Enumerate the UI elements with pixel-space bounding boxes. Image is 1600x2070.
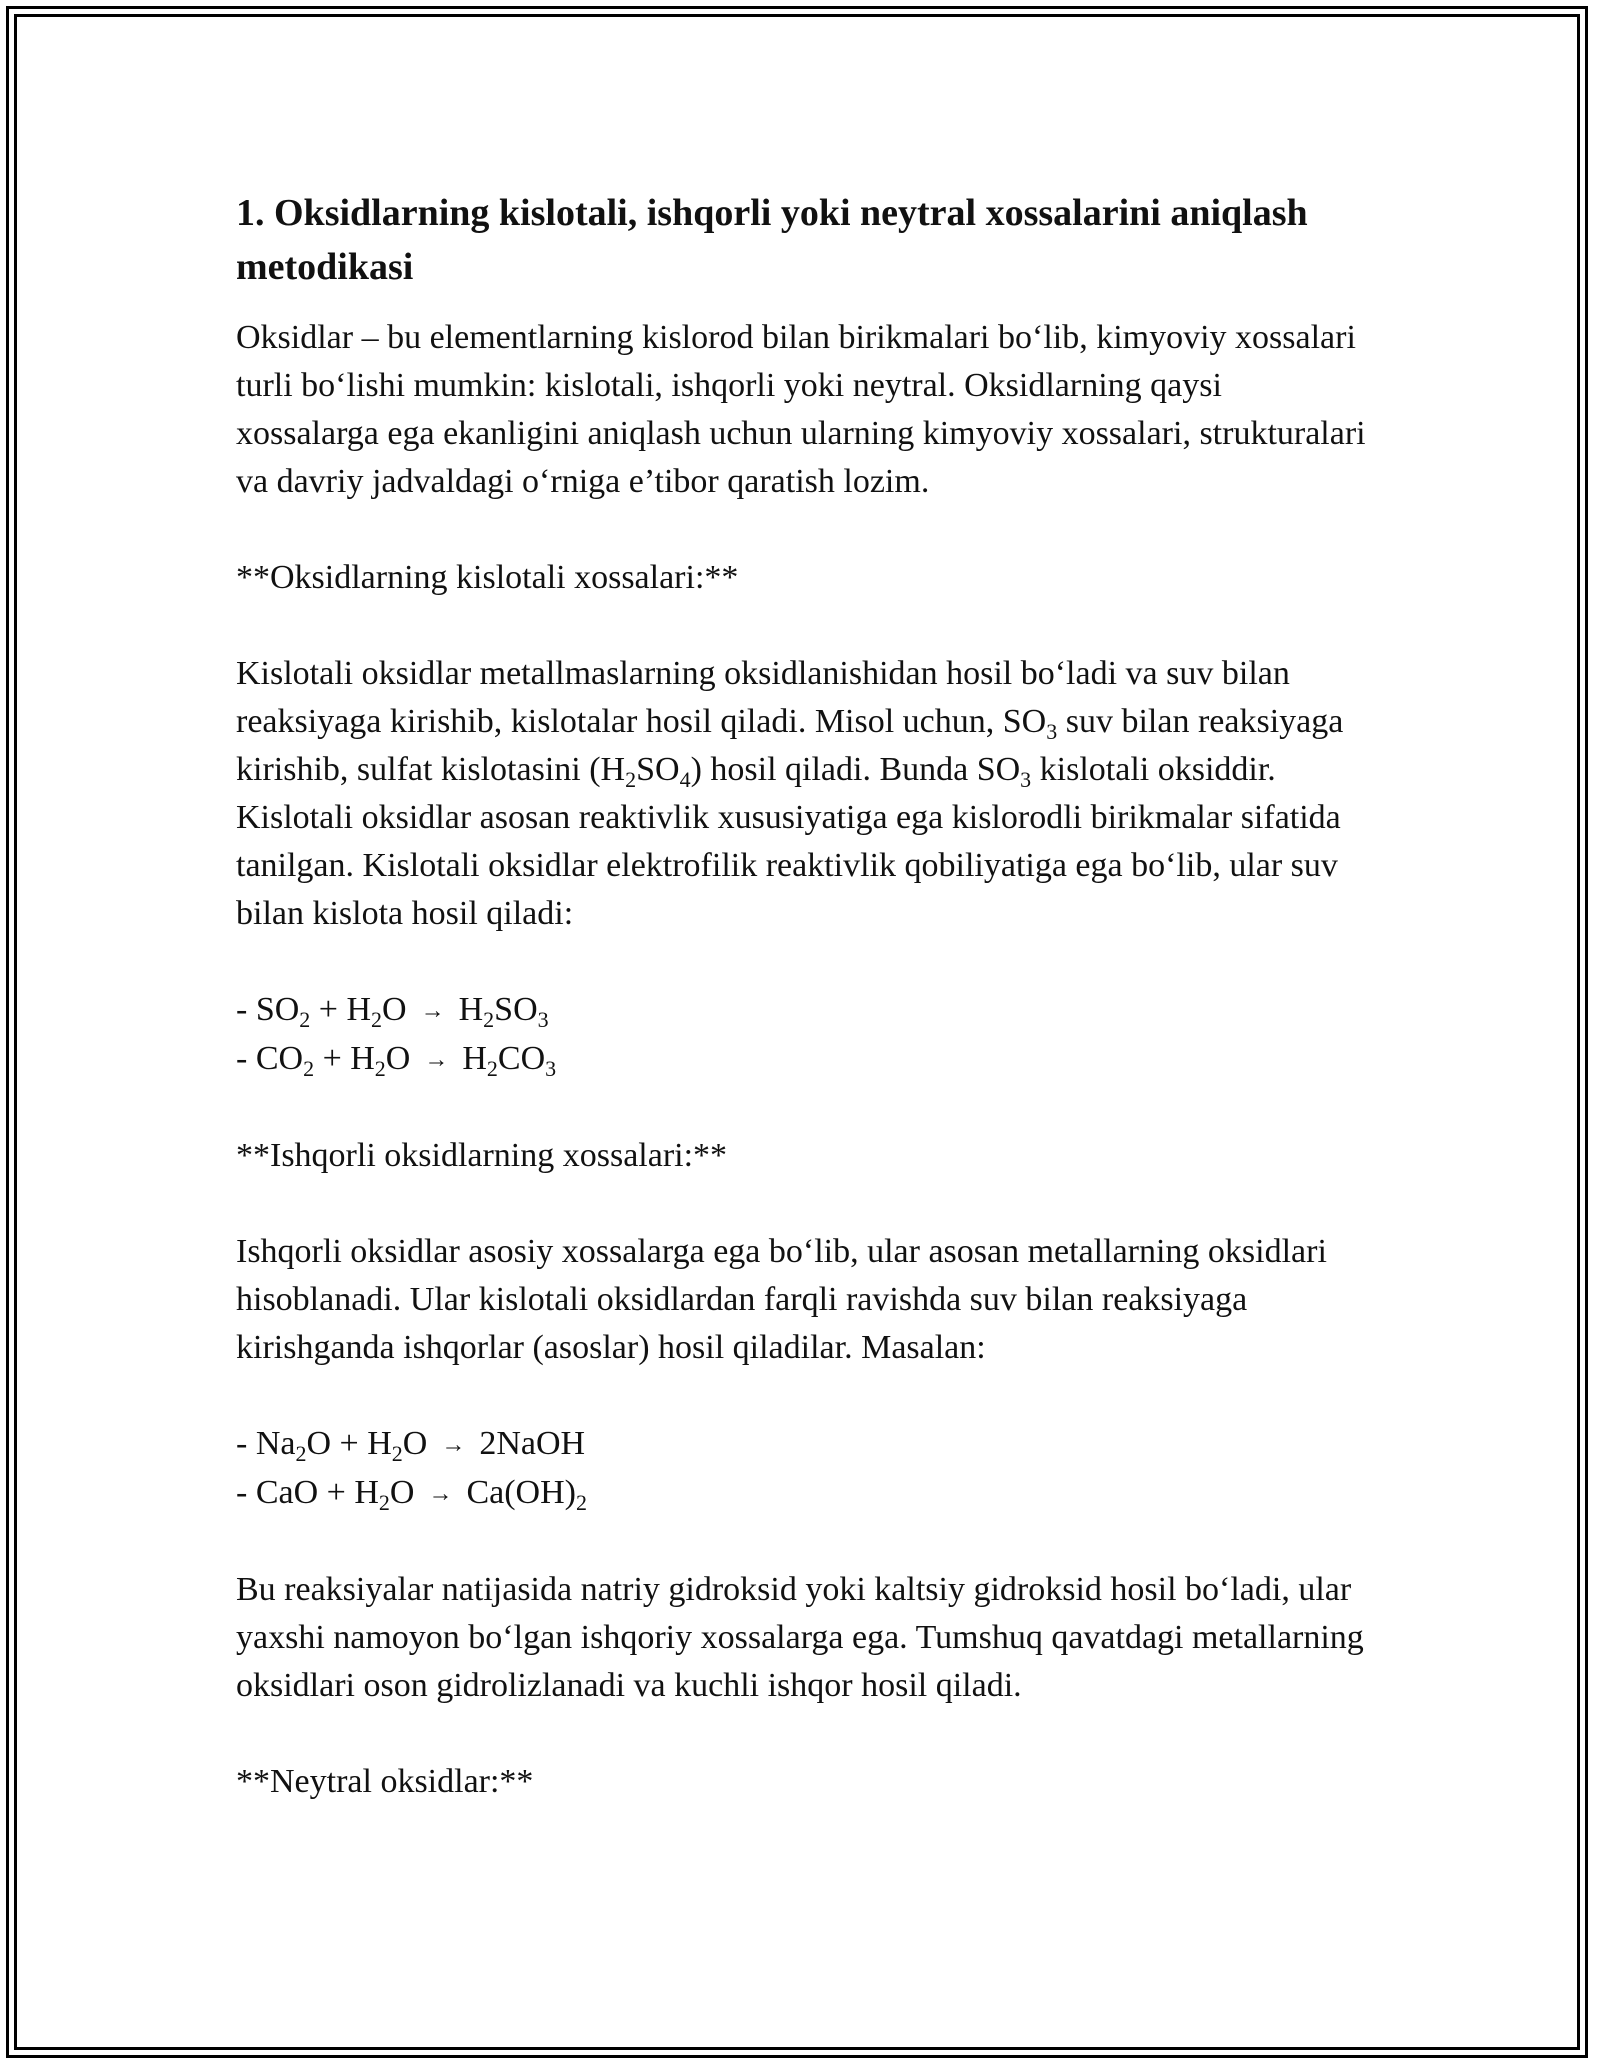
text-run: H [462, 1040, 487, 1077]
arrow-icon: → [428, 1481, 453, 1507]
subscript: 3 [1020, 767, 1032, 792]
text-run: Kislotali oksidlar metallmaslarning oksidlanishidan hosil bo‘ladi va suv bilan reaksiyaga kirishib, kislotalar hosil qiladi. Misol uchun, SO [236, 655, 1290, 740]
text-run: 2NaOH [479, 1425, 586, 1462]
subscript: 2 [371, 1007, 383, 1032]
text-run: kislotali oksiddir. Kislotali oksidlar asosan reaktivlik xususiyatiga ega kislorodli birikmalar sifatida tanilgan. Kislotali oksidlar elektrofilik reaktivlik qobiliyatiga ega bo‘lib, ular suv bilan kislota hosil qiladi: [236, 751, 1341, 932]
text-run: SO [636, 751, 680, 788]
arrow-icon: → [424, 1047, 449, 1073]
result-paragraph: Bu reaksiyalar natijasida natriy gidroksid yoki kaltsiy gidroksid hosil bo‘ladi, ular yaxshi namoyon bo‘lgan ishqoriy xossalarga ega. Tumshuq qavatdagi metallarning oksidlari oson gidrolizlanadi va kuchli ishqor hosil qiladi. [236, 1571, 1364, 1704]
subscript: 2 [295, 1441, 307, 1466]
equation-co2 [236, 1035, 1366, 1084]
text-run: - Na [236, 1425, 296, 1462]
neutral-oxides-heading: **Neytral oksidlar:** [236, 1763, 534, 1800]
section-title: 1. Oksidlarning kislotali, ishqorli yoki neytral xossalarini aniqlash metodikasi [236, 192, 1308, 288]
text-run: H [458, 991, 484, 1028]
subscript: 2 [625, 767, 637, 792]
basic-oxides-heading: **Ishqorli oksidlarning xossalari:** [236, 1137, 728, 1174]
equation-so2 [236, 986, 1366, 1035]
basic-oxides-paragraph: Ishqorli oksidlar asosiy xossalarga ega bo‘lib, ular asosan metallarning oksidlari hisoblanadi. Ular kislotali oksidlardan farqli ravishda suv bilan reaksiyaga kirishganda ishqorlar (asoslar) hosil qiladilar. Masalan: [236, 1233, 1327, 1366]
equation-na2o [236, 1420, 1366, 1469]
subscript: 2 [483, 1007, 495, 1032]
text-run: CO [497, 1040, 546, 1077]
subscript: 2 [378, 1490, 390, 1515]
text-run: suv bilan reaksiyaga kirishib, sulfat kislotasini (H [236, 703, 1344, 788]
subscript: 2 [299, 1007, 311, 1032]
document-body [236, 186, 1366, 1806]
text-run: SO [494, 991, 538, 1028]
arrow-icon: → [441, 1432, 466, 1458]
intro-paragraph: Oksidlar – bu elementlarning kislorod bilan birikmalari bo‘lib, kimyoviy xossalari turli bo‘lishi mumkin: kislotali, ishqorli yoki neytral. Oksidlarning qaysi xossalarga ega ekanligini aniqlash uchun ularning kimyoviy xossalari, strukturalari va davriy jadvaldagi o‘rniga e’tibor qaratish lozim. [236, 319, 1366, 500]
text-run: O [382, 991, 407, 1028]
acidic-oxides-paragraph [236, 650, 1366, 938]
subscript: 2 [374, 1056, 386, 1081]
acidic-oxides-heading: **Oksidlarning kislotali xossalari:** [236, 559, 739, 596]
subscript: 2 [575, 1490, 587, 1515]
text-run: - SO [236, 991, 300, 1028]
text-run: O [385, 1040, 411, 1077]
subscript: 2 [486, 1056, 498, 1081]
text-run: O + H [306, 1425, 392, 1462]
text-run: ) hosil qiladi. Bunda SO [690, 751, 1021, 788]
text-run: - CaO + H [236, 1474, 379, 1511]
subscript: 4 [679, 767, 691, 792]
equation-cao [236, 1469, 1366, 1518]
text-run: + H [310, 991, 372, 1028]
subscript: 3 [537, 1007, 549, 1032]
subscript: 3 [1046, 719, 1058, 744]
subscript: 2 [303, 1056, 315, 1081]
text-run: Ca(OH) [466, 1474, 576, 1511]
subscript: 2 [391, 1441, 403, 1466]
arrow-icon: → [420, 998, 445, 1024]
subscript: 3 [545, 1056, 557, 1081]
text-run: - CO [236, 1040, 304, 1077]
text-run: + H [314, 1040, 375, 1077]
text-run: O [402, 1425, 428, 1462]
text-run: O [389, 1474, 415, 1511]
